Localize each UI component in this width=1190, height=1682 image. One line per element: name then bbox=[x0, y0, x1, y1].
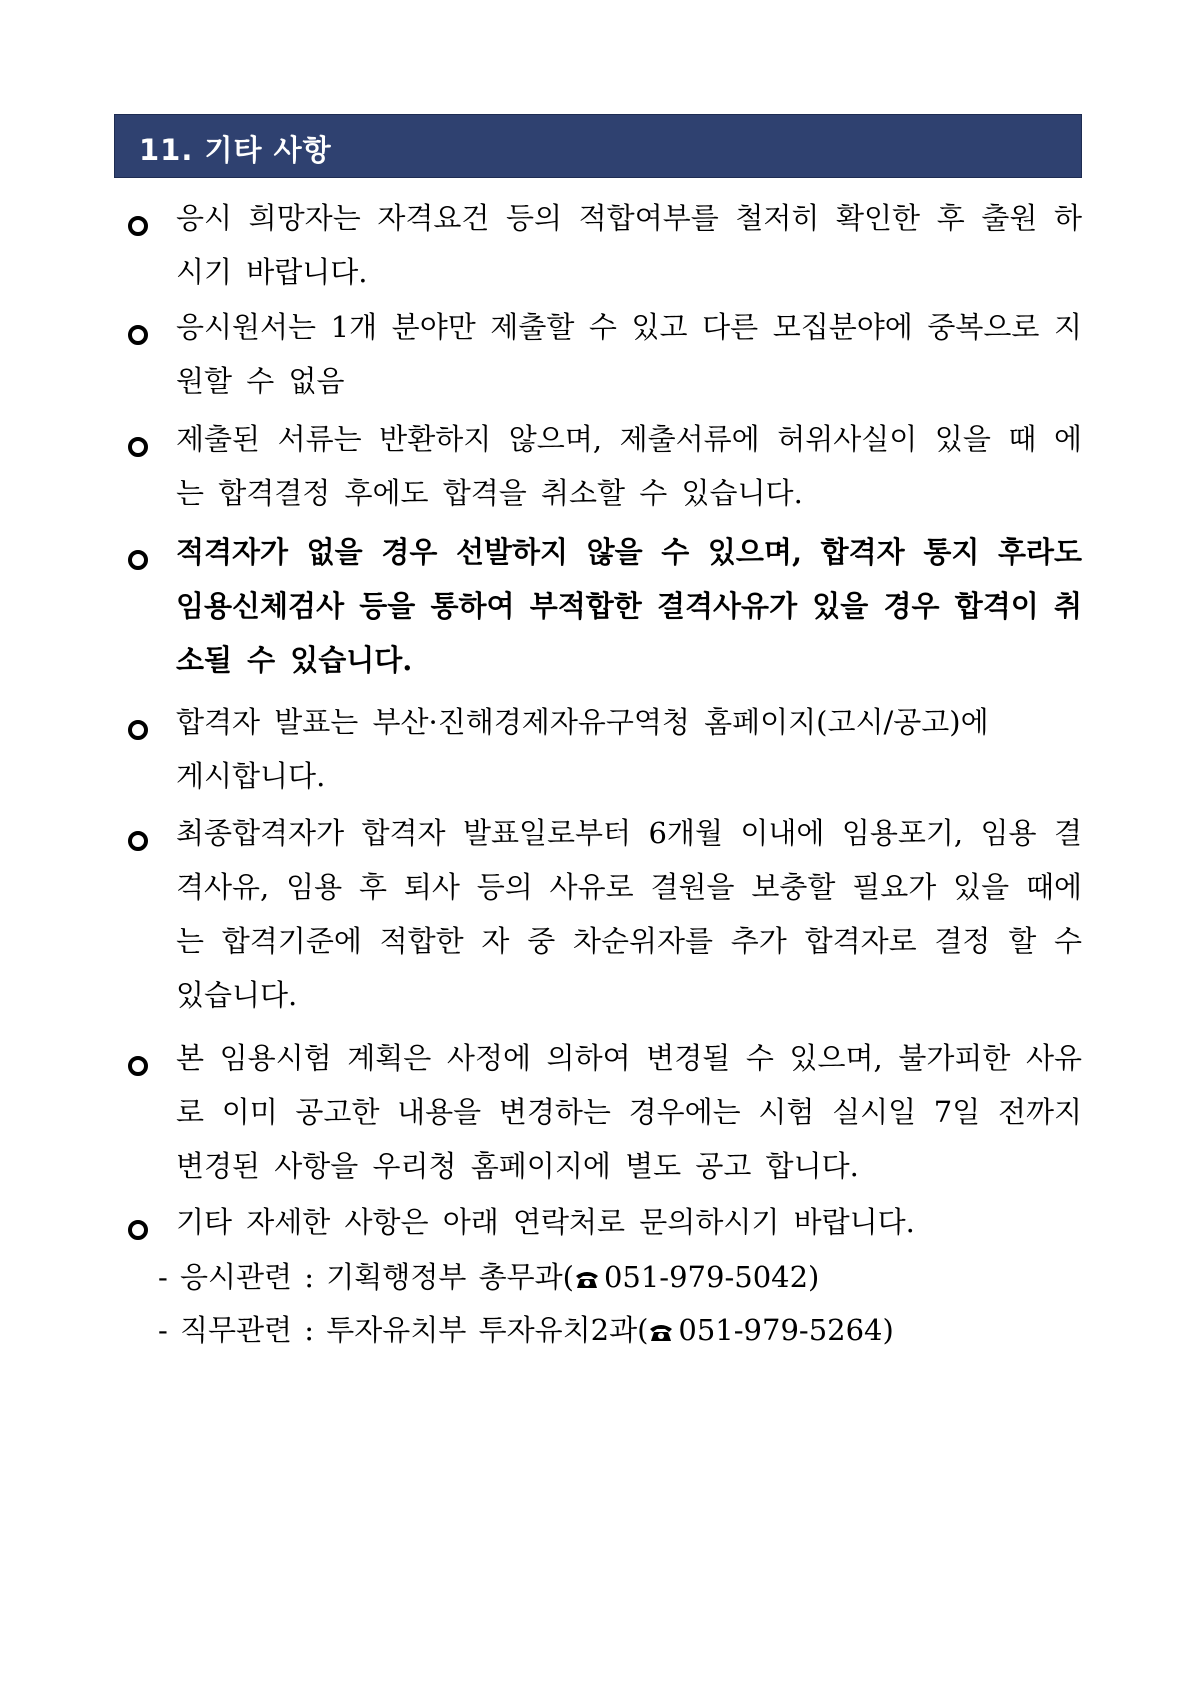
contact-phone: 051-979-5264) bbox=[678, 1313, 894, 1347]
hollow-circle-bullet-icon bbox=[128, 1220, 148, 1240]
telephone-icon bbox=[574, 1269, 600, 1289]
notice-text-emphasis: 적격자가 없을 경우 선발하지 않을 수 있으며, 합격자 통지 후라도 임용신체검사 등을 통하여 부적합한 결격사유가 있을 경우 합격이 취소될 수 있습니다. bbox=[176, 535, 1082, 677]
section-title: 11. 기타 사항 bbox=[139, 133, 332, 167]
telephone-icon bbox=[648, 1322, 674, 1342]
hollow-circle-bullet-icon bbox=[128, 720, 148, 740]
contact-label: - 응시관련 : 기획행정부 총무과( bbox=[158, 1260, 574, 1294]
hollow-circle-bullet-icon bbox=[128, 216, 148, 236]
contact-label: - 직무관련 : 투자유치부 투자유치2과( bbox=[158, 1313, 649, 1347]
hollow-circle-bullet-icon bbox=[128, 831, 148, 851]
contact-phone: 051-979-5042) bbox=[603, 1260, 820, 1294]
notice-text-continuation: 게시합니다. bbox=[176, 759, 326, 793]
contact-line-application bbox=[158, 1250, 819, 1304]
notice-text: 합격자 발표는 부산·진해경제자유구역청 홈페이지(고시/공고)에 bbox=[176, 705, 989, 739]
hollow-circle-bullet-icon bbox=[128, 325, 148, 345]
notice-text: 본 임용시험 계획은 사정에 의하여 변경될 수 있으며, 불가피한 사유로 이미 공고한 내용을 변경하는 경우에는 시험 실시일 7일 전까지 변경된 사항을 우리청 홈페이지에 별도 공고 합니다. bbox=[176, 1041, 1082, 1183]
contact-line-job bbox=[158, 1303, 894, 1357]
notice-text: 응시원서는 1개 분야만 제출할 수 있고 다른 모집분야에 중복으로 지원할 수 없음 bbox=[176, 310, 1082, 398]
section-header bbox=[114, 114, 1082, 178]
notice-text: 최종합격자가 합격자 발표일로부터 6개월 이내에 임용포기, 임용 결격사유, 임용 후 퇴사 등의 사유로 결원을 보충할 필요가 있을 때에는 합격기준에 적합한 자 중 차순위자를 추가 합격자로 결정 할 수 있습니다. bbox=[176, 816, 1082, 1012]
notice-text: 제출된 서류는 반환하지 않으며, 제출서류에 허위사실이 있을 때 에는 합격결정 후에도 합격을 취소할 수 있습니다. bbox=[176, 422, 1082, 510]
hollow-circle-bullet-icon bbox=[128, 550, 148, 570]
hollow-circle-bullet-icon bbox=[128, 437, 148, 457]
notice-text: 응시 희망자는 자격요건 등의 적합여부를 철저히 확인한 후 출원 하시기 바랍니다. bbox=[176, 201, 1082, 289]
hollow-circle-bullet-icon bbox=[128, 1056, 148, 1076]
notice-text: 기타 자세한 사항은 아래 연락처로 문의하시기 바랍니다. bbox=[176, 1205, 915, 1239]
